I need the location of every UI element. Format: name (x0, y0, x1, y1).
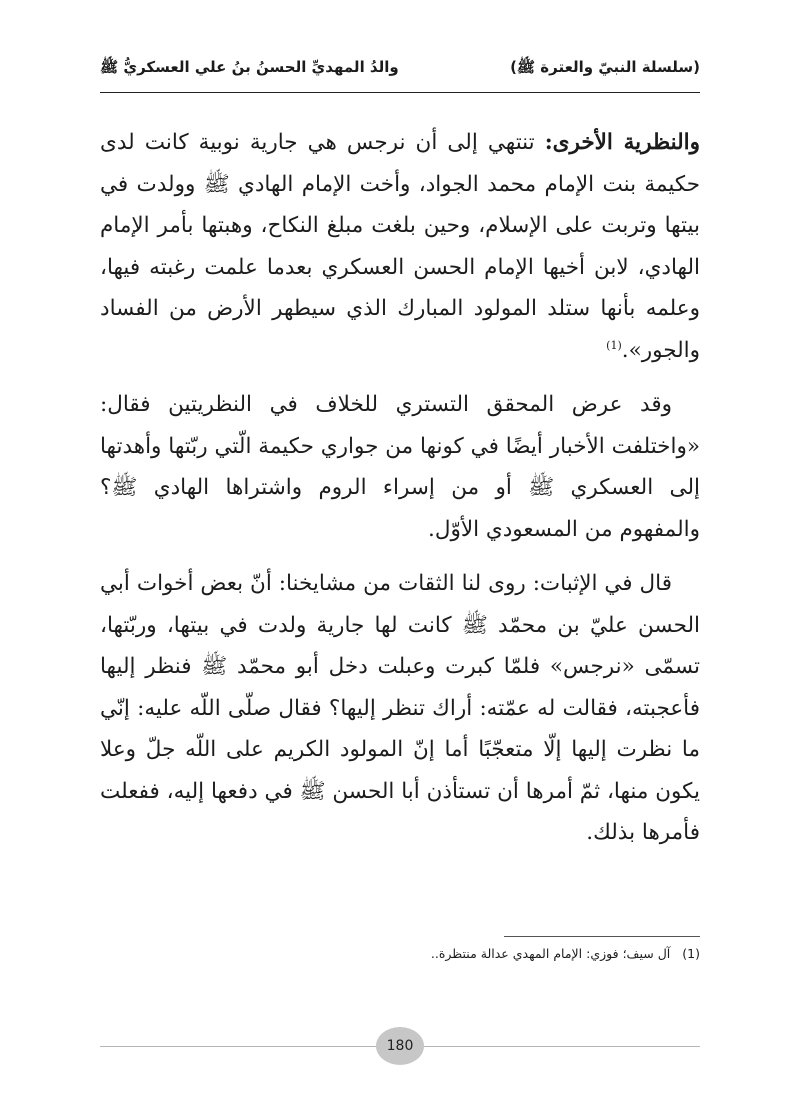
footnote (100, 944, 700, 964)
paragraph-1 (100, 122, 700, 371)
paragraph-1-text: تنتهي إلى أن نرجس هي جارية نوبية كانت لدى حكيمة بنت الإمام محمد الجواد، وأخت الإمام الهادي ﷺ وولدت في بيتها وتربت على الإسلام، وحين بلغت مبلغ النكاح، وهبتها بأمر الإمام الهادي، لابن أخيها الإمام الحسن العسكري بعدما علمت رغبته فيها، وعلمه بأنها ستلد المولود المبارك الذي سيطهر الأرض من الفساد والجور». (100, 130, 700, 363)
header-rule (100, 92, 700, 93)
header-series-title: (سلسلة النبيّ والعترة ﷺ) (510, 58, 700, 76)
paragraph-1-lead: والنظرية الأخرى: (544, 130, 701, 155)
paragraph-3: قال في الإثبات: روى لنا الثقات من مشايخنا: أنّ بعض أخوات أبي الحسن عليّ بن محمّد ﷺ كانت لها جارية ولدت في بيتها، وربّتها، تسمّى «نرجس» فلمّا كبرت وعبلت دخل أبو محمّد ﷺ فنظر إليها فأعجبته، فقالت له عمّته: أراك تنظر إليها؟ فقال صلّى اللّه عليه: إنّي ما نظرت إليها إلّا متعجّبًا أما إنّ المولود الكريم على اللّه جلّ وعلا يكون منها، ثمّ أمرها أن تستأذن أبا الحسن ﷺ في دفعها إليه، ففعلت فأمرها بذلك. (100, 571, 700, 845)
paragraph-2: وقد عرض المحقق التستري للخلاف في النظريتين فقال: «واختلفت الأخبار أيضًا في كونها من جواري حكيمة الّتي ربّتها وأهدتها إلى العسكري ﷺ أو من إسراء الروم واشتراها الهادي ﷺ؟ والمفهوم من المسعودي الأوّل. (100, 392, 700, 542)
footnote-rule (504, 936, 700, 937)
footnote-reference[interactable]: (1) (606, 338, 622, 352)
footnote-number: (1) (682, 946, 700, 961)
page-number: 180 (376, 1027, 424, 1065)
footnote-text: آل سيف؛ فوزي: الإمام المهدي عدالة منتظرة.. (430, 946, 671, 961)
running-header (100, 52, 700, 86)
main-text (100, 122, 700, 867)
header-chapter-title: والدُ المهديِّ الحسنُ بنُ علي العسكريُّ ﷺ (100, 58, 399, 76)
